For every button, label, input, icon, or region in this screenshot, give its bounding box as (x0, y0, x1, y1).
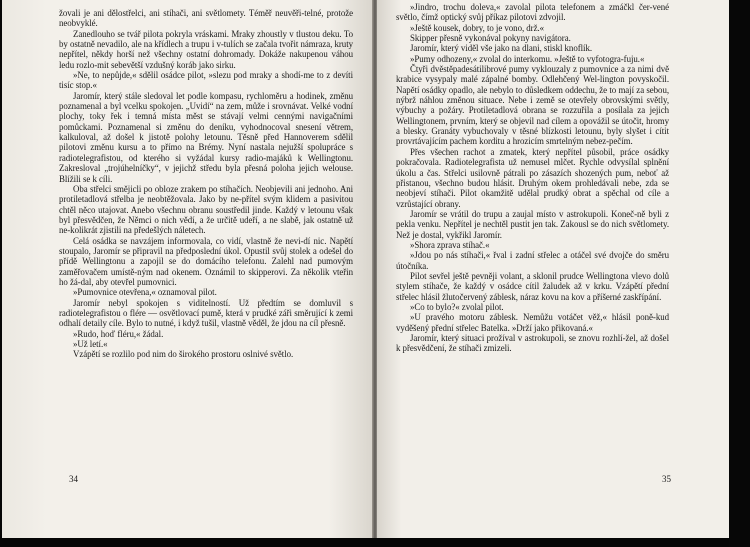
paragraph: »Rudo, hoď fléru,« žádal. (73, 328, 164, 339)
page-number-left: 34 (69, 474, 78, 484)
paragraph: Čtyři dvěstěpadesátilibrové pumy vyklouzaly z pumovnice a za nimi dvě krabice vysypaly malé zápalné bomby. Odlehčený Wel-lington povyskočil. Napětí osádky opadlo, ale nebylo to důsledkem oddechu, že to mají za sebou, nýbrž náhlou změnou situace. Nebe i země se otevřely obrovskými světly, výbuchy a požáry. Protiletadlová obrana se rozzuřila a posílala za jejich Wellingtonem, prvním, který se objevil nad cílem a opovážil se útočit, hromy a blesky. Granáty vybuchovaly v těsné blízkosti letounu, byly slyšet i cítit provrtávajícím pachem korditu a hrozicím smrtelným nebez-pečím. (396, 64, 669, 147)
paragraph: Přes všechen rachot a zmatek, který nepřítel působil, práce osádky pokračovala. Radiotelegrafista už nemusel mlčet. Rychle odvysílal splnění úkolu a čas. Střelci usilovně pátrali po zásazích shozených pum, neboť až přistanou, všechno budou hlásit. Druhým okem prohledávali nebe, zda se neobjeví stíhači. Pilot okamžitě udělal prudký obrat a spěchal od cíle a vzrůstající obrany. (396, 146, 669, 209)
paragraph: Jaromír, který situaci prožíval v astrokupoli, se znovu rozhlí-žel, až došel k přesvědčení, že stíhači zmizeli. (396, 333, 669, 354)
paragraph: »Už letí.« (73, 339, 108, 349)
paragraph: Zanedlouho se tvář pilota pokryla vráskami. Mraky zhoustly v tlustou deku. To by ostatně nevadilo, ale na křídlech a trupu i v-tulích se začala tvořit námraza, kruty nepřítel, někdy horší než všechny ostatní dohromady. Dokáže nakupenou váhou ledu rozlo-mit sebevětší vzdušný koráb jako sirku. (59, 28, 353, 70)
right-page-text (396, 2, 669, 354)
paragraph: Jaromír, který stále sledoval let podle kompasu, rychloměru a hodinek, změnu poznamenal a byl vcelku spokojen. „Uvidí“ na zem, může i srovnávat. Velké vodní plochy, toky řek i temná místa měst se stávají velmi cennými navigačními pomůckami. Poznamenal si změnu do deníku, vyhodnocoval snesení větrem, kalkuloval, až došel k jistotě polohy letounu. Těsně před Hannoverem sdělil pilotovi změnu kursu a to přímo na Brémy. Nyní nastala nejužší spolupráce s radiotelegrafistou, od kterého si vyžádal kursy radio-majáků k Wellingtonu. Zakresloval „trojúhelníčky“, v jejichž středu byla přesná poloha jejich welouse. Blížili se k cíli. (59, 90, 353, 184)
right-page (377, 0, 729, 538)
page-number-right: 35 (662, 474, 671, 484)
paragraph: Jaromír se vrátil do trupu a zaujal místo v astrokupoli. Koneč-ně byli z pekla venku. Nepřítel je nechtěl pustit jen tak. Zakousl se do nich světlomety. Než je dostal, vykřikl Jaromír. (396, 208, 669, 240)
paragraph: »Jindro, trochu doleva,« zavolal pilota telefonem a zmáčkl čer-vené světlo, čímž optický svůj příkaz pilotovi zdvojil. (396, 2, 669, 23)
paragraph: žovali je ani dělostřelci, ani stíhači, ani světlomety. Téměř neuvěři-telné, protože neobvyklé. (59, 8, 353, 29)
paragraph: »Shora zprava stíhač.« (410, 239, 490, 250)
paragraph: »Co to bylo?« zvolal pilot. (410, 301, 504, 312)
paragraph: Oba střelci smějicli po obloze zrakem po stíhačích. Neobjevili ani jednoho. Ani protiletadlová střelba je neobtěžovala. Jako by ne-přítel svým klidem a pasivitou chtěl něco utajovat. Anebo všechnu obranu soustředil jinde. Každý v letounu však byl přesvědčen, že Němci o nich vědí, a že určitě udeří, a ne slabě, jak ostatně už ne-kolikrát zjistili na předešlých náletech. (59, 183, 353, 236)
paragraph: »U pravého motoru záblesk. Nemůžu votáčet věž,« hlásil poně-kud vyděšený přední střelec Batelka. »Drží jako přikovaná.« (396, 312, 669, 333)
paragraph: Vzápětí se rozlilo pod nim do širokého prostoru oslnivé světlo. (73, 349, 294, 360)
paragraph: Celá osádka se navzájem informovala, co vidí, vlastně že nevi-dí nic. Napětí stoupalo, Jaromír se připravil na předposlední úkol. Opustil svůj stolek a odešel do přídě Wellingtonu a zapojil se do domácího telefonu. Zalehl nad pumovým zaměřovačem umístě-ným nad okenem. Oznámil to skipperovi. Za několik vteřin ho žá-dal, aby otevřel pumovnici. (59, 235, 353, 287)
paragraph: »Ne, to nepůjde,« sdělil osádce pilot, »slezu pod mraky a shodí-me to z devíti tisíc stop.« (59, 70, 353, 91)
paragraph: »Pumy odhozeny,« zvolal do interkomu. »Ještě to vyfotogra-fuju.« (410, 53, 645, 64)
left-page-text (59, 8, 353, 360)
paragraph: Pilot sevřel ještě pevněji volant, a sklonil prudce Wellingtona vlevo dolů stylem stíhače, že každý v osádce cítil žaludek až v krku. Vzápětí přední střelec hlásil žlutočervený záblesk, náraz kovu na kov a příšerné zaskřípání. (396, 270, 669, 302)
paragraph: »Jdou po nás stíhači,« řval i zadní střelec a otáčel své dvojče do směru útočníka. (396, 250, 669, 271)
paragraph: Jaromír, který viděl vše jako na dlani, stiskl knoflík. (410, 43, 593, 54)
scan-border (729, 0, 750, 547)
paragraph: Jaromír nebyl spokojen s viditelností. Už předtím se domluvil s radiotelegrafistou o flére — osvětlovací pumě, která v prudké záři směrující k zemi odhalí detaily cíle. Bylo to nutné, i když tušil, vlastně věděl, že jdou na cíl přesně. (59, 297, 353, 329)
left-page (2, 0, 373, 538)
paragraph: Skipper přesně vykonával pokyny navigátora. (410, 33, 571, 44)
paragraph: »Ještě kousek, dobry, to je vono, drž.« (410, 22, 545, 33)
paragraph: »Pumovnice otevřena,« oznamoval pilot. (73, 287, 217, 298)
